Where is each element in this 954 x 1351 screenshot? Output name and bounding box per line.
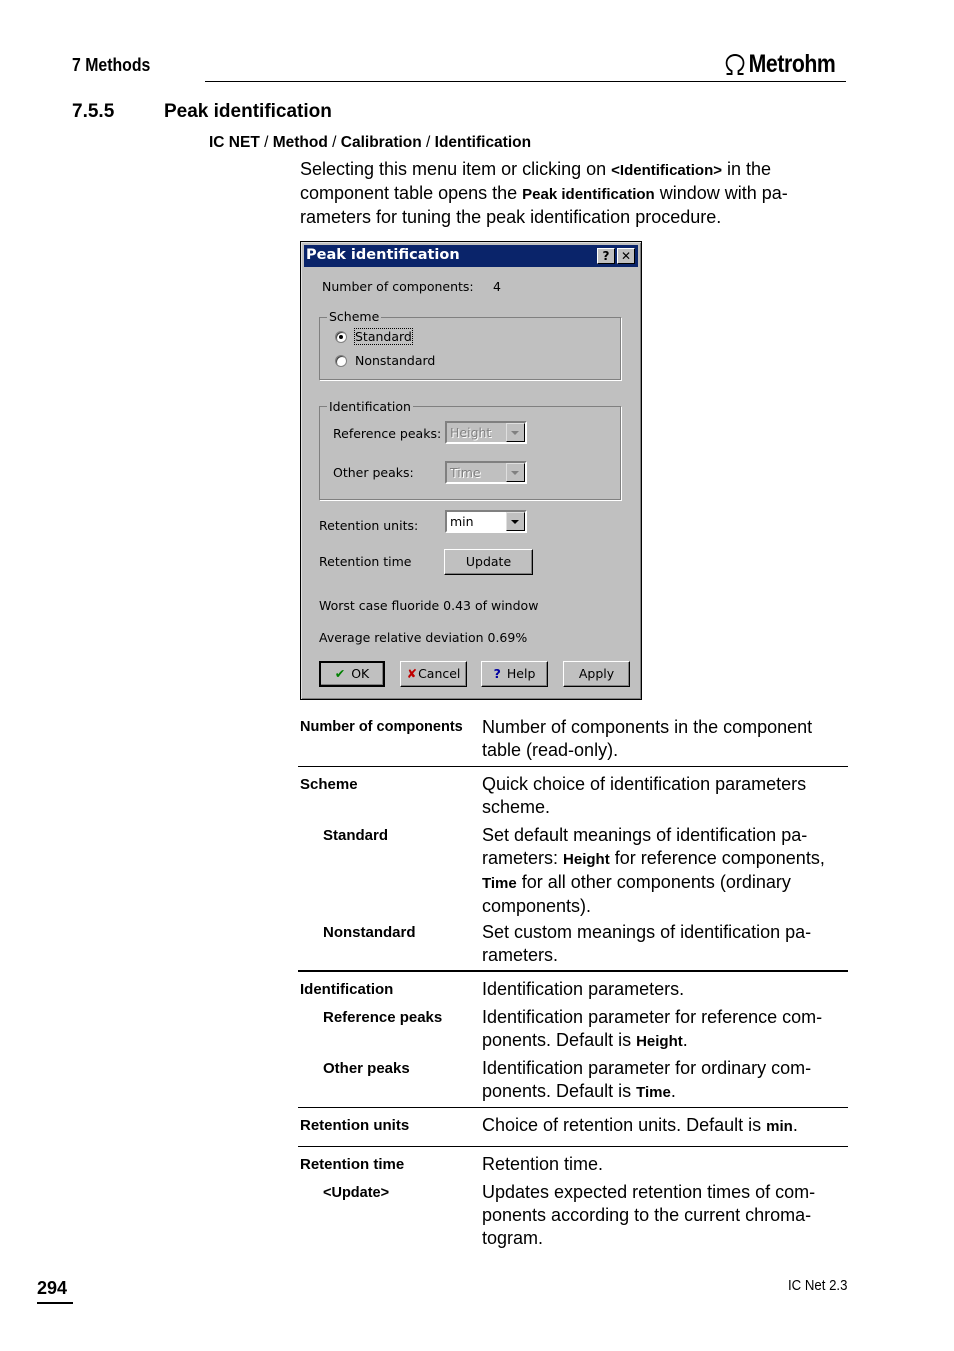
desc-reference-peaks: Identification parameter for reference com-ponents. Default is Height. [482,1007,823,1050]
term-retention-units: Retention units [300,1117,410,1134]
avg-deviation-text: Average relative deviation 0.69% [319,630,528,645]
term-number-of-components: Number of components [300,719,463,735]
term-standard: Standard [323,827,389,844]
chevron-down-icon[interactable] [506,512,525,531]
num-components-label: Number of components: [322,279,474,294]
cancel-button-label: Cancel [418,666,461,681]
section-title: Peak identification [164,101,332,122]
identification-group-label: Identification [329,399,411,414]
help-button-label: Help [506,666,536,681]
desc-other-peaks: Identification parameter for ordinary com-ponents. Default is Time. [482,1058,812,1101]
chapter-title: 7 Methods [72,55,151,75]
term-reference-peaks: Reference peaks [323,1009,443,1026]
other-peaks-label: Other peaks: [333,465,414,480]
desc-scheme: Quick choice of identification parameters scheme. [482,774,807,817]
menu-path-sep: / [259,134,273,151]
menu-path-sep: / [327,134,341,151]
table-rule [298,1107,848,1108]
term-update: <Update> [323,1185,390,1201]
omega-icon [724,54,746,76]
term-nonstandard: Nonstandard [323,924,416,941]
standard-label[interactable]: Standard [355,329,412,344]
product-version: IC Net 2.3 [788,1277,848,1294]
num-components-value: 4 [493,279,501,294]
term-retention-time: Retention time [300,1156,405,1173]
worst-case-text: Worst case fluoride 0.43 of window [319,598,539,613]
close-icon[interactable]: ✕ [617,248,635,264]
other-peaks-select[interactable] [445,461,527,484]
table-rule [298,970,848,972]
menu-path-sep: / [421,134,435,151]
chevron-down-icon[interactable] [506,463,525,482]
header-rule [205,81,846,82]
ref-peaks-value: Height [450,425,492,440]
retention-units-value: min [450,514,474,529]
term-other-peaks: Other peaks [323,1060,410,1077]
scheme-group [319,317,621,380]
scheme-group-label: Scheme [329,309,380,324]
peak-identification-dialog [300,241,642,700]
chevron-down-icon[interactable] [506,423,525,442]
menu-path-part: Identification [434,134,532,151]
footer-rule [37,1302,73,1304]
menu-path [209,134,531,152]
desc-identification: Identification parameters. [482,979,685,999]
brand-logo [724,50,835,79]
desc-retention-time: Retention time. [482,1154,604,1174]
desc-retention-units: Choice of retention units. Default is min. [482,1115,798,1135]
check-icon: ✔ [334,666,346,681]
section-heading [72,101,332,123]
intro-paragraph: Selecting this menu item or clicking on <Identification> in the component table opens the Peak identification window with pa-rameters for tuning the peak identification procedure. [300,159,788,227]
standard-radio[interactable] [335,331,347,343]
desc-number-of-components: Number of components in the component table (read-only). [482,717,813,760]
help-icon[interactable]: ? [597,248,615,264]
nonstandard-radio[interactable] [335,355,347,367]
term-identification: Identification [300,981,394,998]
cancel-button[interactable] [400,661,467,687]
x-mark-icon: ✘ [406,666,418,681]
table-rule [298,1146,848,1147]
other-peaks-value: Time [450,465,481,480]
ref-peaks-select[interactable] [445,421,527,444]
help-button[interactable] [481,661,548,687]
section-number: 7.5.5 [72,101,115,122]
menu-path-part: Calibration [340,134,422,151]
desc-nonstandard: Set custom meanings of identification pa-rameters. [482,922,812,965]
menu-path-part: Method [272,134,328,151]
nonstandard-label[interactable]: Nonstandard [355,353,436,368]
ok-button-label: OK [351,666,370,681]
desc-update: Updates expected retention times of com-ponents according to the current chroma-togram. [482,1182,816,1248]
retention-units-label: Retention units: [319,518,419,533]
page-number: 294 [37,1278,68,1298]
table-rule [298,766,848,767]
question-icon: ? [493,666,501,681]
update-button[interactable]: Update [444,549,533,575]
retention-time-label: Retention time [319,554,412,569]
ref-peaks-label: Reference peaks: [333,426,442,441]
brand-name: Metrohm [748,50,836,78]
menu-path-part: IC NET [209,134,260,151]
term-scheme: Scheme [300,776,358,793]
desc-standard: Set default meanings of identification pa-rameters: Height for reference components, Time for all other components (ordinary components). [482,825,825,916]
apply-button[interactable]: Apply [563,661,630,687]
dialog-titlebar [304,245,638,267]
dialog-title: Peak identification [306,247,460,263]
ok-button[interactable] [319,661,385,687]
retention-units-select[interactable] [445,510,527,533]
